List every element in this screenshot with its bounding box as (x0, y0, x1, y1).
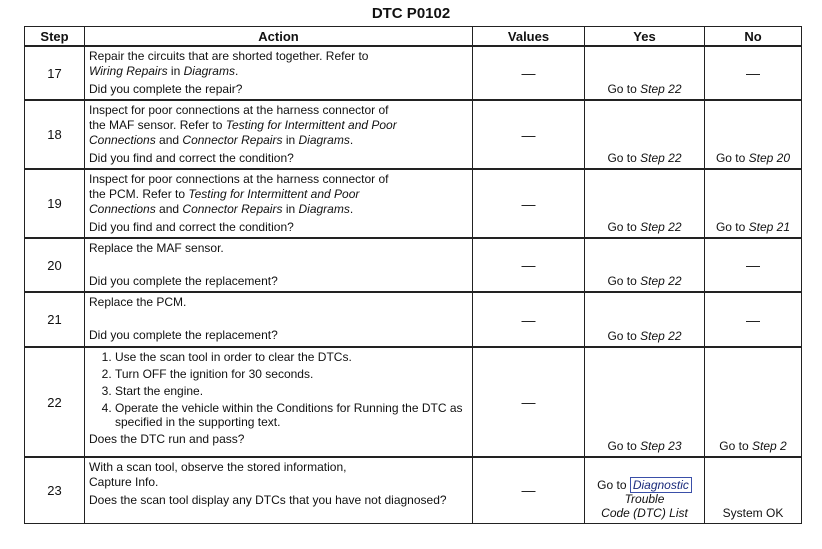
question: Does the DTC run and pass? (89, 432, 245, 446)
question: Did you find and correct the condition? (89, 151, 294, 165)
action-cell (85, 347, 473, 457)
no-cell: System OK (705, 457, 802, 523)
action-cell: Repair the circuits that are shorted together. Refer to Wiring Repairs in Diagrams. Did you complete the repair? (85, 46, 473, 100)
table-row (25, 457, 802, 523)
table-row (25, 169, 802, 238)
yes-cell[interactable]: Go to Step 22 (585, 238, 705, 292)
step-number: 17 (25, 46, 85, 100)
no-cell[interactable]: Go to Step 21 (705, 169, 802, 238)
question: Did you complete the repair? (89, 82, 243, 96)
list-item: 3. Start the engine. (115, 384, 468, 398)
values-cell: — (473, 46, 585, 100)
action-cell: With a scan tool, observe the stored information, Capture Info. Does the scan tool display any DTCs that you have not diagnosed? (85, 457, 473, 523)
yes-cell[interactable]: Go to Step 22 (585, 46, 705, 100)
yes-cell: Go to Diagnostic Trouble Code (DTC) List (585, 457, 705, 523)
header-yes: Yes (585, 27, 705, 47)
question: Did you complete the replacement? (89, 328, 278, 342)
no-cell[interactable]: Go to Step 2 (705, 347, 802, 457)
action-cell: Replace the MAF sensor. Did you complete the replacement? (85, 238, 473, 292)
yes-cell[interactable]: Go to Step 22 (585, 292, 705, 347)
no-cell: — (705, 292, 802, 347)
table-row (25, 100, 802, 169)
yes-cell[interactable]: Go to Step 23 (585, 347, 705, 457)
dtc-list-link[interactable]: Diagnostic (630, 477, 692, 493)
no-cell[interactable]: Go to Step 20 (705, 100, 802, 169)
step-number: 18 (25, 100, 85, 169)
header-action: Action (85, 27, 473, 47)
values-cell: — (473, 347, 585, 457)
question: Does the scan tool display any DTCs that you have not diagnosed? (89, 493, 447, 507)
action-cell: Inspect for poor connections at the harness connector of the PCM. Refer to Testing for Intermittent and Poor Connections and Connector Repairs in Diagrams. Did you find and correct the condition? (85, 169, 473, 238)
values-cell: — (473, 169, 585, 238)
no-cell: — (705, 238, 802, 292)
values-cell: — (473, 238, 585, 292)
action-cell: Inspect for poor connections at the harness connector of the MAF sensor. Refer to Testing for Intermittent and Poor Connections and Connector Repairs in Diagrams. Did you find and correct the condition? (85, 100, 473, 169)
page-title: DTC P0102 (371, 5, 451, 22)
action-cell: Replace the PCM. Did you complete the replacement? (85, 292, 473, 347)
values-cell: — (473, 292, 585, 347)
step-number: 19 (25, 169, 85, 238)
header-row (25, 27, 802, 47)
table-row (25, 238, 802, 292)
step-number: 20 (25, 238, 85, 292)
dtc-table (24, 26, 802, 524)
table-row (25, 347, 802, 457)
no-cell: — (705, 46, 802, 100)
yes-cell[interactable]: Go to Step 22 (585, 169, 705, 238)
step-number: 21 (25, 292, 85, 347)
step-number: 22 (25, 347, 85, 457)
values-cell: — (473, 457, 585, 523)
table-row (25, 292, 802, 347)
question: Did you find and correct the condition? (89, 220, 294, 234)
yes-cell[interactable]: Go to Step 22 (585, 100, 705, 169)
list-item: 4. Operate the vehicle within the Conditions for Running the DTC as specified in the supporting text. (115, 401, 468, 429)
table-row (25, 46, 802, 100)
values-cell: — (473, 100, 585, 169)
step-number: 23 (25, 457, 85, 523)
header-values: Values (473, 27, 585, 47)
question: Did you complete the replacement? (89, 274, 278, 288)
list-item: 1. Use the scan tool in order to clear the DTCs. (115, 350, 468, 364)
header-no: No (705, 27, 802, 47)
list-item: 2. Turn OFF the ignition for 30 seconds. (115, 367, 468, 381)
header-step: Step (25, 27, 85, 47)
procedure-list (89, 350, 468, 429)
